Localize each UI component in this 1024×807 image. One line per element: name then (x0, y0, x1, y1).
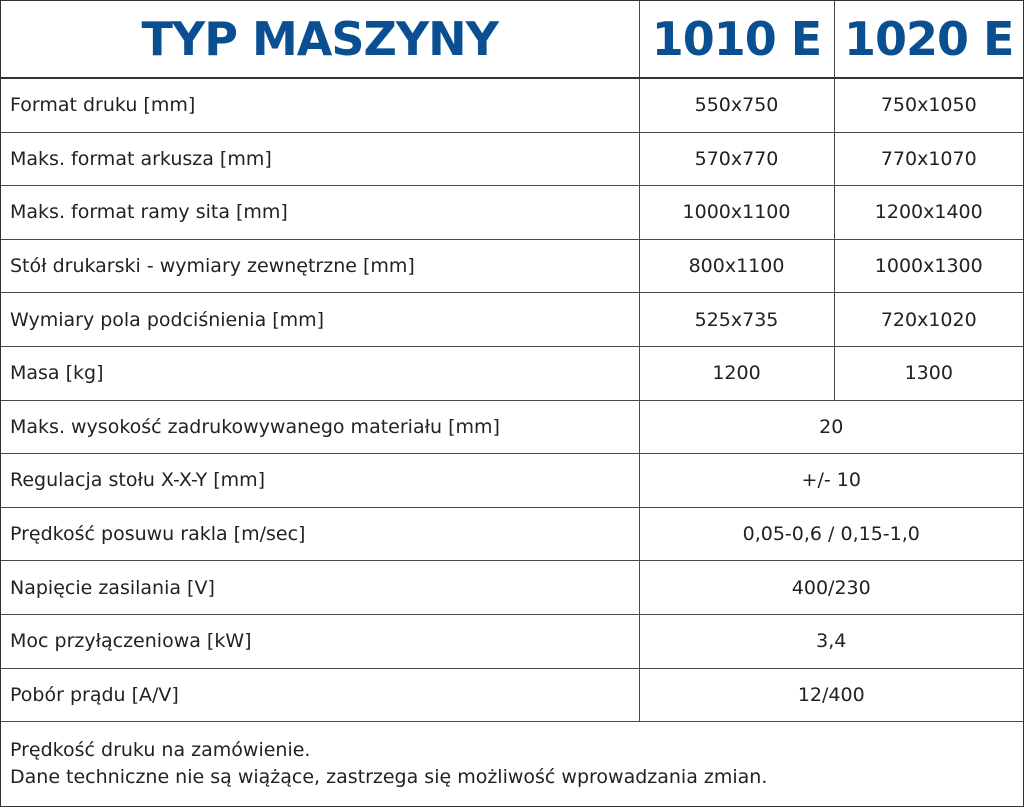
row-value-shared: 12/400 (639, 668, 1023, 722)
row-label: Napięcie zasilania [V] (1, 561, 639, 615)
row-value-1010e: 550x750 (639, 78, 834, 132)
table-row (1, 346, 1023, 400)
row-value-shared: 400/230 (639, 561, 1023, 615)
spec-table (1, 1, 1023, 806)
model-1010e-header: 1010 E (639, 1, 834, 78)
row-value-1010e: 800x1100 (639, 239, 834, 293)
table-row (1, 293, 1023, 347)
row-value-1020e: 1000x1300 (834, 239, 1023, 293)
row-label: Maks. format ramy sita [mm] (1, 186, 639, 240)
table-row (1, 186, 1023, 240)
note-line: Dane techniczne nie są wiążące, zastrzega się możliwość wprowadzania zmian. (10, 766, 768, 789)
table-row (1, 454, 1023, 508)
row-value-1020e: 750x1050 (834, 78, 1023, 132)
row-value-1010e: 570x770 (639, 132, 834, 186)
row-label: Prędkość posuwu rakla [m/sec] (1, 507, 639, 561)
row-label: Stół drukarski - wymiary zewnętrzne [mm] (1, 239, 639, 293)
row-label: Moc przyłączeniowa [kW] (1, 614, 639, 668)
row-value-shared: 3,4 (639, 614, 1023, 668)
row-value-1020e: 720x1020 (834, 293, 1023, 347)
row-value-1020e: 1300 (834, 346, 1023, 400)
row-label: Pobór prądu [A/V] (1, 668, 639, 722)
note-line: Prędkość druku na zamówienie. (10, 739, 311, 762)
model-1020e-header: 1020 E (834, 1, 1023, 78)
row-label: Wymiary pola podciśnienia [mm] (1, 293, 639, 347)
row-value-1020e: 1200x1400 (834, 186, 1023, 240)
row-value-shared: +/- 10 (639, 454, 1023, 508)
row-label: Regulacja stołu X-X-Y [mm] (1, 454, 639, 508)
table-row (1, 614, 1023, 668)
row-value-1010e: 1000x1100 (639, 186, 834, 240)
row-value-1010e: 1200 (639, 346, 834, 400)
table-row (1, 561, 1023, 615)
table-row (1, 78, 1023, 132)
table-row (1, 239, 1023, 293)
notes-row (1, 722, 1023, 807)
notes-cell (1, 722, 1023, 807)
table-row (1, 507, 1023, 561)
row-label: Masa [kg] (1, 346, 639, 400)
row-value-1010e: 525x735 (639, 293, 834, 347)
table-row (1, 400, 1023, 454)
row-value-shared: 20 (639, 400, 1023, 454)
row-value-1020e: 770x1070 (834, 132, 1023, 186)
header-row (1, 1, 1023, 78)
table-row (1, 132, 1023, 186)
row-value-shared: 0,05-0,6 / 0,15-1,0 (639, 507, 1023, 561)
row-label: Maks. wysokość zadrukowywanego materiału [mm] (1, 400, 639, 454)
table-title: TYP MASZYNY (1, 1, 639, 78)
row-label: Format druku [mm] (1, 78, 639, 132)
row-label: Maks. format arkusza [mm] (1, 132, 639, 186)
table-row (1, 668, 1023, 722)
